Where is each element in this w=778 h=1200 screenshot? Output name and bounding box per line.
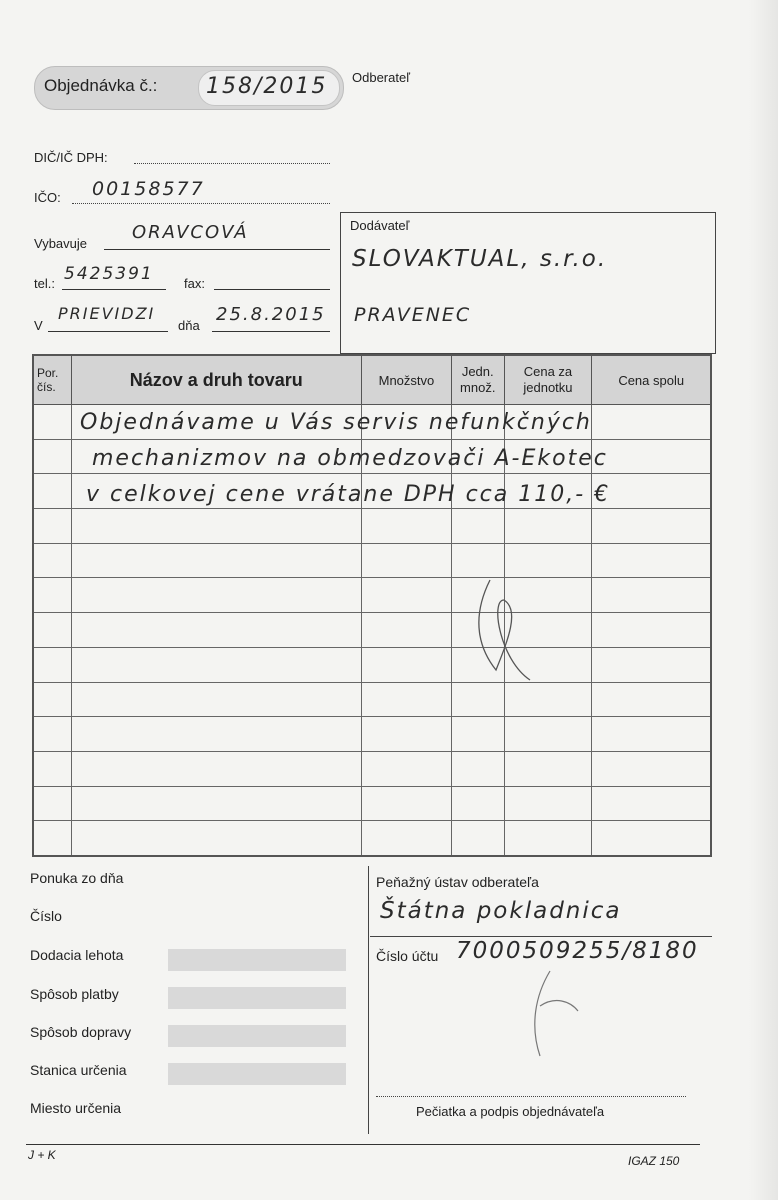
table-cell — [592, 613, 711, 648]
table-cell — [71, 543, 361, 578]
table-cell — [592, 751, 711, 786]
signature-line — [376, 1086, 686, 1097]
delivery-term-label: Dodacia lehota — [30, 947, 124, 963]
supplier-section-label: Dodávateľ — [350, 218, 410, 233]
handwritten-line-3: v celkovej cene vrátane DPH cca 110,- € — [86, 482, 611, 507]
date-label: dňa — [178, 318, 200, 333]
table-cell — [361, 578, 451, 613]
table-cell — [361, 786, 451, 821]
table-cell — [71, 751, 361, 786]
table-cell — [451, 509, 504, 544]
supplier-city: PRAVENEC — [354, 304, 472, 326]
table-row — [33, 751, 711, 786]
table-cell — [451, 751, 504, 786]
table-cell — [71, 509, 361, 544]
table-cell — [71, 682, 361, 717]
table-cell — [71, 786, 361, 821]
handwritten-line-2: mechanizmov na obmedzovači A-Ekotec — [92, 446, 608, 471]
table-row — [33, 647, 711, 682]
payment-method-field — [168, 987, 346, 1009]
footer-left: J + K — [28, 1148, 56, 1162]
column-divider — [368, 866, 369, 1134]
table-cell — [33, 786, 71, 821]
table-cell — [592, 647, 711, 682]
table-cell — [33, 474, 71, 509]
signature-scribble — [460, 560, 550, 700]
table-cell — [33, 613, 71, 648]
scan-shadow — [748, 0, 778, 1200]
table-cell — [451, 717, 504, 752]
table-cell — [504, 509, 592, 544]
bank-label: Peňažný ústav odberateľa — [376, 874, 539, 890]
order-number-value: 158/2015 — [206, 74, 328, 99]
table-cell — [33, 751, 71, 786]
table-cell — [361, 647, 451, 682]
tel-value: 5425391 — [64, 264, 154, 284]
table-cell — [71, 821, 361, 856]
account-number-value: 7000509255/8180 — [456, 938, 699, 964]
bank-value: Štátna pokladnica — [380, 898, 622, 924]
table-cell — [33, 405, 71, 440]
tel-label: tel.: — [34, 276, 55, 291]
table-cell — [451, 786, 504, 821]
transport-method-label: Spôsob dopravy — [30, 1024, 132, 1040]
place-value: PRIEVIDZI — [58, 304, 156, 323]
table-cell — [504, 786, 592, 821]
payment-method-label: Spôsob platby — [30, 986, 119, 1002]
table-cell — [592, 439, 711, 474]
dic-label: DIČ/IČ DPH: — [34, 150, 108, 165]
table-row — [33, 786, 711, 821]
ico-value: 00158577 — [92, 178, 205, 200]
table-cell — [504, 821, 592, 856]
fax-label: fax: — [184, 276, 205, 291]
table-cell — [361, 717, 451, 752]
dic-line — [134, 150, 330, 164]
handled-by-value: ORAVCOVÁ — [132, 222, 249, 243]
table-row — [33, 613, 711, 648]
table-row — [33, 682, 711, 717]
destination-place-label: Miesto určenia — [30, 1100, 122, 1116]
customer-section-label: Odberateľ — [352, 70, 410, 85]
col-number-header: Por. čís. — [33, 355, 71, 405]
table-row — [33, 509, 711, 544]
table-cell — [71, 613, 361, 648]
table-cell — [361, 821, 451, 856]
table-cell — [33, 509, 71, 544]
table-cell — [361, 751, 451, 786]
table-cell — [361, 543, 451, 578]
supplier-name: SLOVAKTUAL, s.r.o. — [352, 246, 608, 272]
number-label: Číslo — [30, 908, 62, 924]
table-cell — [71, 717, 361, 752]
table-row — [33, 717, 711, 752]
table-cell — [592, 578, 711, 613]
destination-station-label: Stanica určenia — [30, 1062, 127, 1078]
bank-divider — [370, 936, 712, 937]
table-row — [33, 821, 711, 856]
transport-method-field — [168, 1025, 346, 1047]
col-name-header: Názov a druh tovaru — [71, 355, 361, 405]
table-cell — [361, 613, 451, 648]
delivery-term-field — [168, 949, 346, 971]
table-cell — [592, 509, 711, 544]
table-cell — [33, 647, 71, 682]
table-cell — [361, 509, 451, 544]
table-row — [33, 543, 711, 578]
footer-right: IGAZ 150 — [628, 1154, 680, 1168]
ico-label: IČO: — [34, 190, 61, 205]
table-cell — [592, 405, 711, 440]
items-header-row — [33, 355, 711, 405]
fax-line — [214, 274, 330, 290]
table-cell — [33, 717, 71, 752]
stamp-scribble — [500, 966, 590, 1066]
table-cell — [592, 717, 711, 752]
table-cell — [592, 786, 711, 821]
col-unit-header: Jedn. množ. — [451, 355, 504, 405]
table-cell — [361, 682, 451, 717]
table-cell — [33, 543, 71, 578]
footer-rule — [26, 1144, 700, 1145]
table-cell — [33, 578, 71, 613]
table-cell — [592, 543, 711, 578]
table-cell — [451, 821, 504, 856]
table-cell — [33, 682, 71, 717]
handwritten-line-1: Objednávame u Vás servis nefunkčných — [80, 410, 592, 435]
table-cell — [71, 647, 361, 682]
col-quantity-header: Množstvo — [361, 355, 451, 405]
account-number-label: Číslo účtu — [376, 948, 439, 964]
table-cell — [33, 821, 71, 856]
handled-by-label: Vybavuje — [34, 236, 87, 251]
table-cell — [504, 717, 592, 752]
place-prefix: V — [34, 318, 43, 333]
date-value: 25.8.2015 — [216, 304, 326, 325]
table-row — [33, 578, 711, 613]
table-cell — [504, 751, 592, 786]
offer-date-label: Ponuka zo dňa — [30, 870, 124, 886]
col-unit-price-header: Cena za jednotku — [504, 355, 592, 405]
table-cell — [592, 682, 711, 717]
table-cell — [592, 821, 711, 856]
col-total-price-header: Cena spolu — [592, 355, 711, 405]
destination-station-field — [168, 1063, 346, 1085]
table-cell — [71, 578, 361, 613]
items-body — [33, 405, 711, 856]
supplier-box — [340, 212, 716, 354]
signature-label: Pečiatka a podpis objednávateľa — [416, 1104, 605, 1119]
order-label: Objednávka č.: — [44, 76, 158, 95]
table-cell — [33, 439, 71, 474]
